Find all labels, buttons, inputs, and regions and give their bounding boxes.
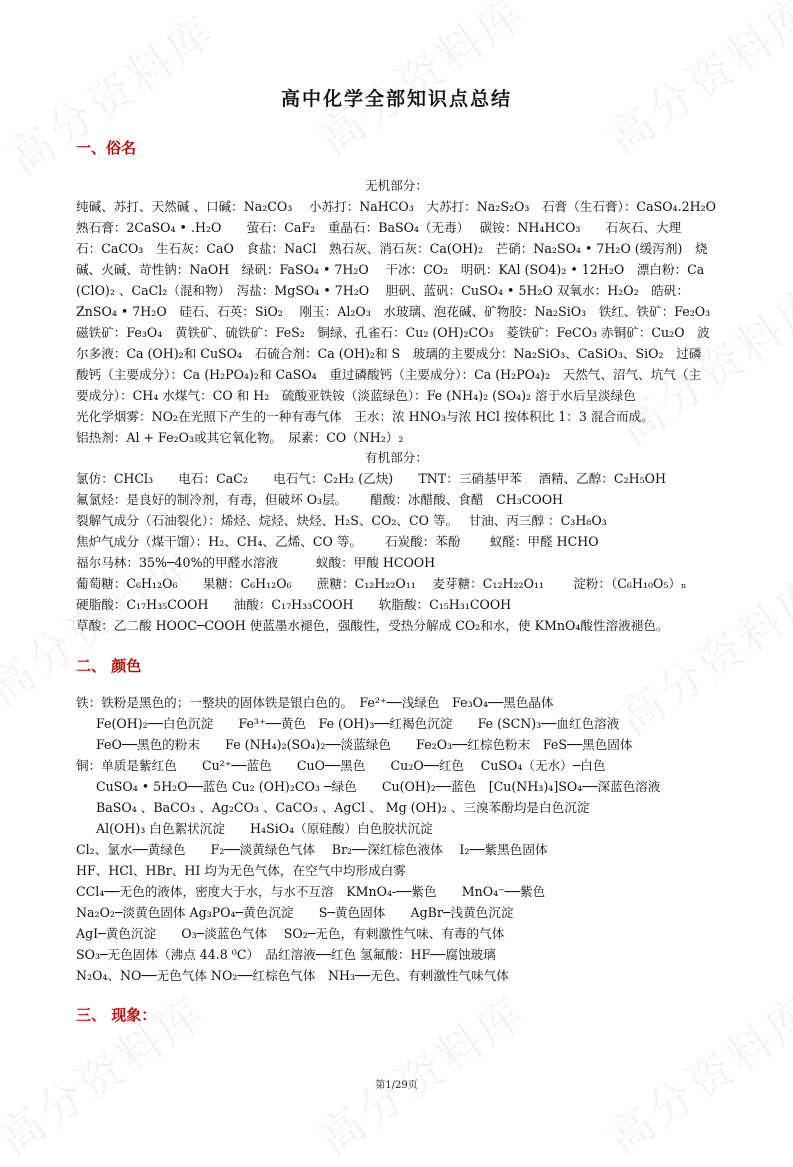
text-line: 纯碱、苏打、天然碱 、口碱：Na₂CO₃ 小苏打：NaHCO₃ 大苏打：Na₂S₂O₃ 石膏（生石膏）：CaSO₄.2H₂O: [76, 199, 716, 214]
text-line: 葡萄糖：C₆H₁₂O₆ 果糖：C₆H₁₂O₆ 蔗糖：C₁₂H₂₂O₁₁ 麦芽糖：C₁₂H₂₂O₁₁ 淀粉：（C₆H₁₀O₅）ₙ: [76, 576, 687, 591]
text-line: N₂O₄、NO──无色气体 NO₂──红棕色气体 NH₃──无色、有剌激性气味气体: [76, 968, 509, 983]
subsection-heading: 有机部分：: [365, 450, 428, 465]
text-line: 氯仿：CHCl₃ 电石：CaC₂ 电石气：C₂H₂ (乙炔) TNT：三硝基甲苯 酒精、乙醇：C₂H₅OH: [76, 471, 666, 486]
text-line: 铝热剂：Al + Fe₂O₃或其它氧化物。 尿素：CO（NH₂）₂: [76, 430, 404, 445]
text-line: 酸钙（主要成分）：Ca (H₂PO₄)₂和 CaSO₄ 重过磷酸钙（主要成分）：Ca (H₂PO₄)₂ 天然气、沼气、坑气（主: [76, 367, 702, 382]
page-number: 第1/29页: [375, 1080, 418, 1091]
text-line: 裂解气成分（石油裂化）：烯烃、烷烃、炔烃、H₂S、CO₂、CO 等。 甘油、丙三醇 ：C₃H₈O₃: [76, 513, 607, 528]
section-heading: 二、 颜色: [76, 657, 142, 675]
text-line: 尔多液：Ca (OH)₂和 CuSO₄ 石硫合剂：Ca (OH)₂和 S 玻璃的主要成分：Na₂SiO₃、CaSiO₃、SiO₂ 过磷: [76, 346, 702, 361]
text-line: FeO──黑色的粉末 Fe (NH₄)₂(SO₄)₂──淡蓝绿色 Fe₂O₃──红棕色粉末 FeS──黑色固体: [96, 737, 633, 752]
text-line: Cl₂、氯水──黄绿色 F₂──淡黄绿色气体 Br₂──深红棕色液体 I₂──紫黑色固体: [76, 842, 548, 857]
text-line: 硬脂酸：C₁₇H₃₅COOH 油酸：C₁₇H₃₃COOH 软脂酸：C₁₅H₃₁COOH: [76, 597, 512, 612]
text-line: 焦炉气成分（煤干馏）：H₂、CH₄、乙烯、CO 等。 石炭酸：苯酚 蚁醛：甲醛 HCHO: [76, 534, 599, 549]
text-line: 碱、火碱、苛性钠：NaOH 绿矾：FaSO₄ • 7H₂O 干冰：CO₂ 明矾：KAl (SO4)₂ • 12H₂O 漂白粉：Ca: [76, 262, 705, 277]
text-line: CuSO₄ • 5H₂O──蓝色 Cu₂ (OH)₂CO₃ ─绿色 Cu(OH)₂──蓝色 [Cu(NH₃)₄]SO₄──深蓝色溶液: [96, 779, 661, 794]
text-line: 要成分）：CH₄ 水煤气：CO 和 H₂ 硫酸亚铁铵（淡蓝绿色）：Fe (NH₄)₂ (SO₄)₂ 溶于水后呈淡绿色: [76, 388, 636, 403]
text-line: BaSO₄ 、BaCO₃ 、Ag₂CO₃ 、CaCO₃ 、AgCl 、 Mg (OH)₂ 、三溴苯酚均是白色沉淀: [96, 800, 590, 815]
text-line: Al(OH)₃ 白色絮状沉淀 H₄SiO₄（原硅酸）白色胶状沉淀: [96, 821, 433, 836]
text-line: (ClO)₂ 、CaCl₂（混和物） 泻盐：MgSO₄ • 7H₂O 胆矾、蓝矾：CuSO₄ • 5H₂O 双氧水：H₂O₂ 皓矾：: [76, 283, 689, 298]
watermark: [593, 977, 793, 1167]
text-line: 光化学烟雾：NO₂在光照下产生的一种有毒气体 王水：浓 HNO₃与浓 HCl 按体积比 1：3 混合而成。: [76, 409, 654, 424]
text-line: AgI─黄色沉淀 O₃─淡蓝色气体 SO₂─无色，有剌激性气味、有毒的气体: [76, 926, 505, 941]
text-line: 石：CaCO₃ 生石灰：CaO 食盐：NaCl 熟石灰、消石灰：Ca(OH)₂ 芒硝：Na₂SO₄ • 7H₂O (缓泻剂) 烧: [76, 241, 708, 256]
text-line: 铁：铁粉是黑色的；一整块的固体铁是银白色的。 Fe²⁺──浅绿色 Fe₃O₄──黑色晶体: [76, 695, 554, 710]
text-line: 氟氯烃：是良好的制冷剂，有毒，但破坏 O₃层。 醋酸：冰醋酸、食醋 CH₃COOH: [76, 492, 564, 507]
text-line: 铜：单质是紫红色 Cu²⁺──蓝色 CuO──黑色 Cu₂O──红色 CuSO₄（无水）─白色: [76, 758, 606, 773]
text-line: 熟石膏：2CaSO₄ • .H₂O 萤石：CaF₂ 重晶石：BaSO₄（无毒） 碳铵：NH₄HCO₃ 石灰石、大理: [76, 220, 682, 235]
text-line: SO₃─无色固体（沸点 44.8 ⁰C） 品红溶液──红色 氢氟酸：HF──腐蚀玻璃: [76, 947, 496, 962]
page-title: 高中化学全部知识点总结: [280, 88, 512, 110]
watermark: [303, 977, 536, 1167]
subsection-heading: 无机部分：: [365, 178, 428, 193]
text-line: Fe(OH)₂──白色沉淀 Fe³⁺──黄色 Fe (OH)₃──红褐色沉淀 Fe (SCN)₃──血红色溶液: [96, 716, 620, 731]
text-line: HF、HCl、HBr、HI 均为无色气体，在空气中均形成白雾: [76, 863, 406, 878]
text-line: 草酸：乙二酸 HOOC─COOH 使蓝墨水褪色，强酸性，受热分解成 CO₂和水，使 KMnO₄酸性溶液褪色。: [76, 618, 669, 633]
text-line: 福尔马林：35%─40%的甲醛水溶液 蚁酸：甲酸 HCOOH: [76, 555, 436, 570]
section-heading: 一、俗名: [76, 139, 137, 157]
section-heading: 三、 现象：: [76, 1006, 157, 1024]
text-line: Na₂O₂─淡黄色固体 Ag₃PO₄─黄色沉淀 S─黄色固体 AgBr─浅黄色沉淀: [76, 905, 514, 920]
text-line: CCl₄──无色的液体，密度大于水，与水不互溶 KMnO₄-──紫色 MnO₄⁻──紫色: [76, 884, 546, 899]
text-line: 磁铁矿：Fe₃O₄ 黄铁矿、硫铁矿：FeS₂ 铜绿、孔雀石：Cu₂ (OH)₂CO₃ 菱铁矿：FeCO₃ 赤铜矿：Cu₂O 波: [76, 325, 710, 340]
text-line: ZnSO₄ • 7H₂O 硅石、石英：SiO₂ 刚玉：Al₂O₃ 水玻璃、泡花碱、矿物胶：Na₂SiO₃ 铁红、铁矿：Fe₂O₃: [76, 304, 711, 319]
